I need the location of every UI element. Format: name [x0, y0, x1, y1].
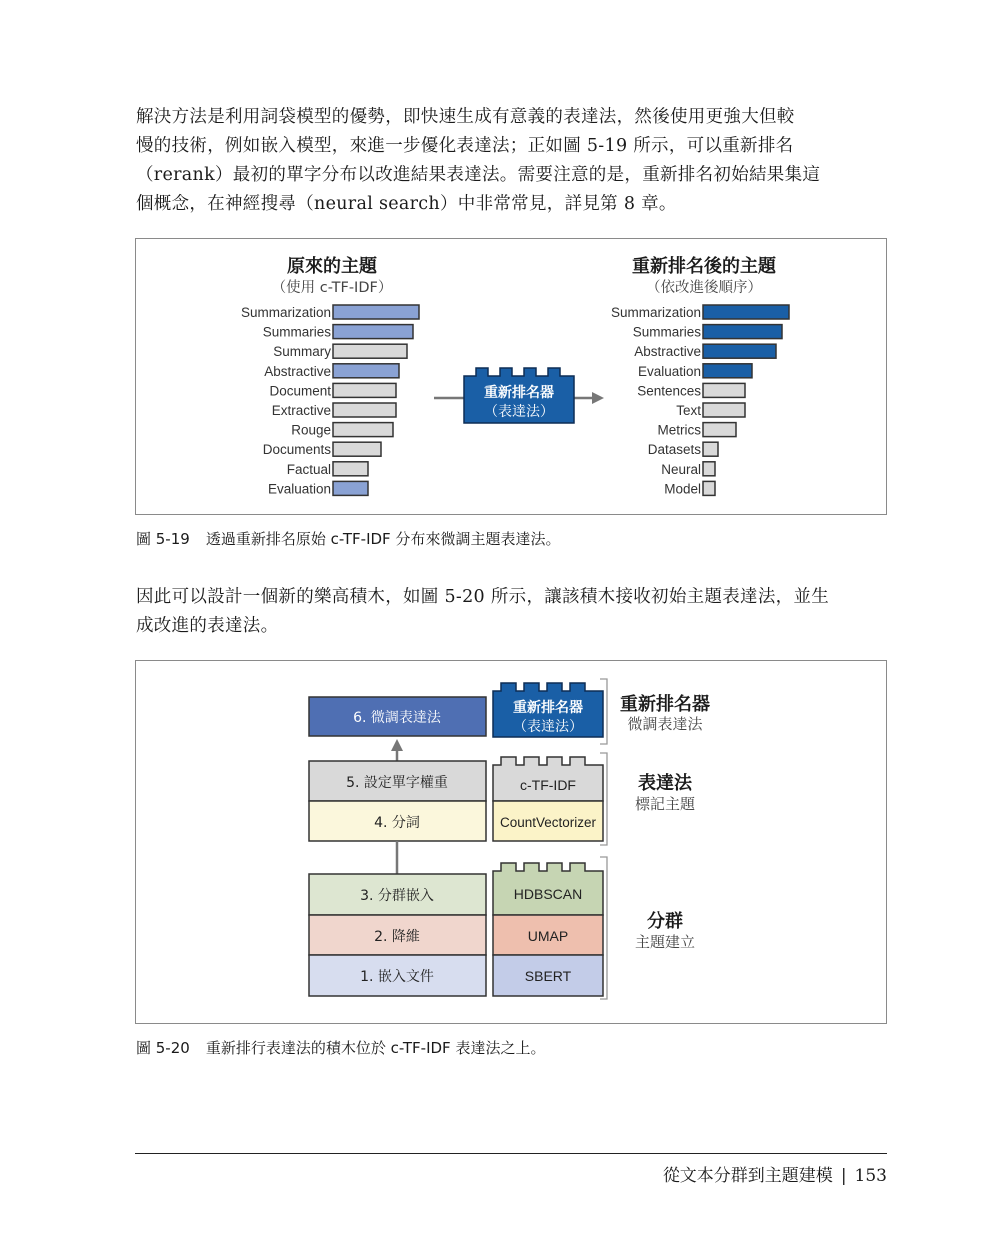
right-chart-tick-label: Neural — [661, 461, 701, 477]
paragraph-line: 因此可以設計一個新的樂高積木，如圖 5-20 所示，讓該積木接收初始主題表達法，並生 — [136, 587, 830, 607]
group1-title: 重新排名器 — [620, 694, 710, 715]
step5-label: 5. 設定單字權重 — [346, 775, 448, 791]
rerank-diagram — [136, 239, 886, 514]
group1-subtitle: 微調表達法 — [627, 715, 703, 733]
ctfidf-label: c-TF-IDF — [520, 777, 576, 793]
right-chart-bar — [703, 383, 745, 397]
right-chart-bar — [703, 364, 752, 378]
right-chart-tick-label: Abstractive — [634, 344, 701, 360]
right-chart-tick-label: Datasets — [647, 442, 701, 458]
right-chart-tick-label: Summarization — [610, 305, 701, 320]
paragraph-line: 解決方法是利用詞袋模型的優勢，即快速生成有意義的表達法，然後使用更強大但較 — [136, 107, 795, 127]
caption-number: 圖 5-20 — [136, 1039, 190, 1057]
right-chart-tick-label: Metrics — [657, 422, 701, 438]
left-chart-tick-label: Summary — [273, 344, 331, 360]
step4-label: 4. 分詞 — [374, 815, 420, 831]
right-chart-bar — [703, 344, 776, 358]
left-chart-bar — [333, 403, 396, 417]
figure-caption-1 — [136, 528, 560, 549]
footer-rule — [135, 1153, 887, 1154]
right-chart-title: 重新排名後的主題 — [632, 256, 776, 277]
left-chart-tick-label: Documents — [262, 442, 331, 458]
step3-label: 3. 分群嵌入 — [360, 888, 434, 904]
left-chart-bar — [333, 442, 381, 456]
right-bar-group — [611, 305, 789, 496]
brick-label-1: 重新排名器 — [484, 385, 554, 401]
reranker-brick-2 — [493, 683, 603, 737]
left-chart-tick-label: Summaries — [262, 324, 331, 340]
figure-5-20 — [135, 660, 887, 1024]
group2-title: 表達法 — [638, 773, 692, 794]
caption-text: 透過重新排名原始 c-TF-IDF 分布來微調主題表達法。 — [205, 530, 561, 548]
paragraph-line: 成改進的表達法。 — [136, 616, 279, 636]
left-chart-title: 原來的主題 — [287, 256, 377, 277]
page-number: 153 — [854, 1166, 887, 1186]
right-chart-bar — [703, 403, 745, 417]
reranker-brick — [464, 368, 574, 423]
right-chart-tick-label: Sentences — [637, 383, 701, 399]
sbert-label: SBERT — [524, 968, 572, 984]
paragraph-line: 個概念，在神經搜尋（neural search）中非常常見，詳見第 8 章。 — [136, 194, 677, 214]
group2-subtitle: 標記主題 — [634, 795, 696, 813]
step2-label: 2. 降維 — [374, 929, 420, 945]
caption-number: 圖 5-19 — [136, 530, 190, 548]
left-chart-tick-label: Factual — [286, 461, 331, 477]
caption-text: 重新排行表達法的積木位於 c-TF-IDF 表達法之上。 — [205, 1039, 546, 1057]
left-bar-group — [241, 305, 419, 496]
paragraph-line: 慢的技術，例如嵌入模型，來進一步優化表達法；正如圖 5-19 所示，可以重新排名 — [136, 136, 794, 156]
lego-block-diagram — [136, 661, 886, 1023]
paragraph-2 — [136, 583, 888, 641]
right-chart-bar — [703, 481, 715, 495]
hdbscan-brick — [493, 863, 603, 915]
left-chart-tick-label: Extractive — [271, 403, 331, 418]
paragraph-1 — [136, 103, 888, 219]
right-chart-bar — [703, 305, 789, 319]
right-chart-tick-label: Evaluation — [637, 363, 701, 379]
left-chart-bar — [333, 462, 368, 476]
figure-caption-2 — [136, 1037, 545, 1058]
right-chart-bar — [703, 462, 715, 476]
left-chart-tick-label: Document — [269, 383, 331, 399]
countvectorizer-label: CountVectorizer — [499, 815, 597, 830]
ctfidf-brick — [493, 757, 603, 801]
left-chart-bar — [333, 364, 399, 378]
left-chart-tick-label: Summarization — [240, 305, 331, 320]
left-chart-tick-label: Abstractive — [264, 363, 331, 379]
group3-subtitle: 主題建立 — [634, 933, 696, 951]
hdbscan-label: HDBSCAN — [513, 886, 583, 902]
step6-label: 6. 微調表達法 — [353, 710, 441, 726]
arrow-up-icon — [391, 739, 403, 751]
right-chart-tick-label: Text — [676, 403, 701, 418]
page-footer — [663, 1161, 887, 1186]
left-chart-subtitle: （使用 c-TF-IDF） — [271, 280, 393, 296]
right-chart-tick-label: Model — [664, 481, 701, 497]
right-chart-bar — [703, 325, 782, 339]
brick-label-2: （表達法） — [484, 404, 554, 420]
chapter-title: 從文本分群到主題建模 — [662, 1166, 833, 1186]
step1-label: 1. 嵌入文件 — [360, 969, 434, 985]
right-chart-bar — [703, 442, 718, 456]
footer-separator: | — [840, 1166, 847, 1186]
left-chart-bar — [333, 383, 396, 397]
left-chart-bar — [333, 423, 393, 437]
right-chart-subtitle: （依改進後順序） — [646, 280, 762, 296]
left-chart-bar — [333, 344, 407, 358]
right-chart-bar — [703, 423, 736, 437]
reranker-label-2: （表達法） — [513, 719, 583, 735]
left-chart-tick-label: Evaluation — [267, 481, 331, 497]
reranker-label-1: 重新排名器 — [513, 700, 583, 716]
left-chart-bar — [333, 305, 419, 319]
figure-5-19 — [135, 238, 887, 515]
paragraph-line: （rerank）最初的單字分布以改進結果表達法。需要注意的是，重新排名初始結果集這 — [136, 165, 821, 185]
right-chart-tick-label: Summaries — [632, 324, 701, 340]
left-chart-bar — [333, 325, 413, 339]
arrow-head-icon — [592, 392, 604, 404]
left-chart-tick-label: Rouge — [291, 422, 331, 438]
group3-title: 分群 — [647, 911, 683, 932]
umap-label: UMAP — [527, 928, 569, 944]
left-chart-bar — [333, 481, 368, 495]
